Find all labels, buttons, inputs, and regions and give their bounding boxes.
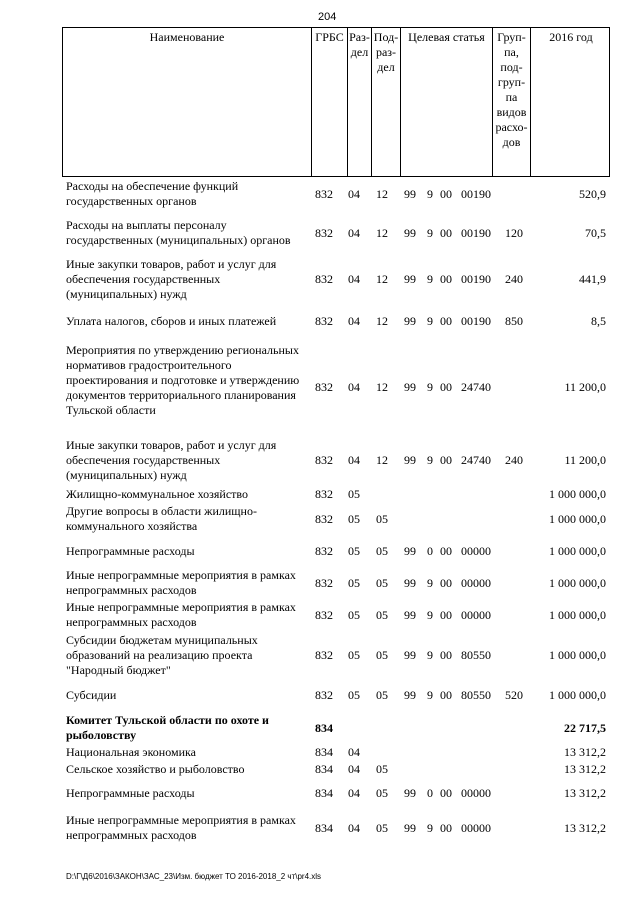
row-amount: 22 717,5 xyxy=(564,721,606,735)
row-podrazdel: 12 xyxy=(376,453,388,467)
row-expense-group: 520 xyxy=(505,688,523,702)
row-amount: 441,9 xyxy=(579,272,606,286)
row-podrazdel: 05 xyxy=(376,576,388,590)
header-podrazdel-line: дел xyxy=(377,60,395,74)
row-target-program: 99 xyxy=(404,821,416,835)
row-name: Иные непрограммные мероприятия в рамках непрограммных расходов xyxy=(66,568,296,597)
row-amount: 13 312,2 xyxy=(564,762,606,776)
row-target-program: 99 xyxy=(404,786,416,800)
row-razdel: 04 xyxy=(348,745,360,759)
row-podrazdel: 12 xyxy=(376,272,388,286)
row-target-direction: 00 xyxy=(440,786,452,800)
header-razdel-line: дел xyxy=(350,45,369,59)
row-razdel: 04 xyxy=(348,187,360,201)
row-grbs: 832 xyxy=(315,648,333,662)
row-target-code: 80550 xyxy=(461,688,491,702)
row-razdel: 04 xyxy=(348,380,360,394)
row-name: Расходы на обеспечение функций государственных органов xyxy=(66,179,239,208)
row-grbs: 834 xyxy=(315,762,333,776)
row-razdel: 05 xyxy=(348,688,360,702)
page-number: 204 xyxy=(318,11,337,23)
row-grbs: 834 xyxy=(315,821,333,835)
row-razdel: 05 xyxy=(348,608,360,622)
row-target-direction: 00 xyxy=(440,821,452,835)
row-target-direction: 00 xyxy=(440,380,452,394)
row-target-subprogram: 9 xyxy=(427,821,433,835)
row-target-code: 00000 xyxy=(461,786,491,800)
row-target-subprogram: 9 xyxy=(427,688,433,702)
row-podrazdel: 12 xyxy=(376,226,388,240)
row-target-subprogram: 0 xyxy=(427,544,433,558)
row-name: Иные непрограммные мероприятия в рамках непрограммных расходов xyxy=(66,600,296,629)
row-amount: 1 000 000,0 xyxy=(549,544,606,558)
row-razdel: 04 xyxy=(348,821,360,835)
row-amount: 520,9 xyxy=(579,187,606,201)
row-expense-group: 240 xyxy=(505,272,523,286)
header-target: Целевая статья xyxy=(401,28,493,176)
row-target-direction: 00 xyxy=(440,576,452,590)
row-target-direction: 00 xyxy=(440,608,452,622)
row-amount: 1 000 000,0 xyxy=(549,688,606,702)
row-razdel: 05 xyxy=(348,544,360,558)
header-group-line: расхо- xyxy=(495,120,528,134)
row-target-subprogram: 9 xyxy=(427,608,433,622)
row-target-subprogram: 9 xyxy=(427,187,433,201)
row-razdel: 04 xyxy=(348,314,360,328)
row-name: Другие вопросы в области жилищно-коммунального хозяйства xyxy=(66,504,257,533)
row-target-program: 99 xyxy=(404,688,416,702)
row-grbs: 832 xyxy=(315,380,333,394)
row-target-code: 00190 xyxy=(461,314,491,328)
row-grbs: 834 xyxy=(315,721,333,735)
row-amount: 8,5 xyxy=(591,314,606,328)
header-year: 2016 год xyxy=(549,30,593,44)
row-amount: 11 200,0 xyxy=(564,380,606,394)
row-name: Иные закупки товаров, работ и услуг для обеспечения государственных (муниципальных) нужд xyxy=(66,257,277,301)
row-amount: 13 312,2 xyxy=(564,745,606,759)
row-grbs: 832 xyxy=(315,272,333,286)
row-grbs: 832 xyxy=(315,314,333,328)
row-target-subprogram: 9 xyxy=(427,314,433,328)
row-amount: 70,5 xyxy=(585,226,606,240)
row-name: Иные непрограммные мероприятия в рамках непрограммных расходов xyxy=(66,813,296,842)
row-name: Комитет Тульской области по охоте и рыболовству xyxy=(66,713,269,742)
row-expense-group: 240 xyxy=(505,453,523,467)
row-target-code: 80550 xyxy=(461,648,491,662)
row-target-program: 99 xyxy=(404,453,416,467)
file-path-footer: D:\Г\Д6\2016\ЗАКОН\ЗАС_23\Изм. бюджет ТО 2016-2018_2 чт\pr4.xls xyxy=(66,872,322,881)
row-target-subprogram: 9 xyxy=(427,453,433,467)
row-target-code: 00000 xyxy=(461,608,491,622)
row-amount: 1 000 000,0 xyxy=(549,608,606,622)
header-group-line: видов xyxy=(496,105,527,119)
row-name: Непрограммные расходы xyxy=(66,786,195,800)
row-razdel: 05 xyxy=(348,512,360,526)
row-razdel: 04 xyxy=(348,786,360,800)
row-amount: 1 000 000,0 xyxy=(549,512,606,526)
row-razdel: 04 xyxy=(348,453,360,467)
header-group-line: па, xyxy=(504,45,519,59)
row-name: Субсидии бюджетам муниципальных образований на реализацию проекта "Народный бюджет" xyxy=(66,633,258,677)
row-name: Непрограммные расходы xyxy=(66,544,195,558)
row-name: Мероприятия по утверждению региональных нормативов градостроительного проектирования и подготовке и утверждению документов территориального планирования Тульской области xyxy=(66,343,300,417)
row-target-program: 99 xyxy=(404,187,416,201)
row-razdel: 04 xyxy=(348,226,360,240)
row-target-program: 99 xyxy=(404,314,416,328)
row-target-program: 99 xyxy=(404,272,416,286)
header-podrazdel-line: Под- xyxy=(373,30,399,44)
row-target-subprogram: 9 xyxy=(427,272,433,286)
row-grbs: 834 xyxy=(315,745,333,759)
row-name: Сельское хозяйство и рыболовство xyxy=(66,762,245,776)
row-razdel: 04 xyxy=(348,272,360,286)
header-podrazdel-line: раз- xyxy=(375,45,397,59)
row-grbs: 834 xyxy=(315,786,333,800)
header-group-line: дов xyxy=(502,135,521,149)
row-amount: 13 312,2 xyxy=(564,786,606,800)
row-grbs: 832 xyxy=(315,608,333,622)
row-amount: 11 200,0 xyxy=(564,453,606,467)
row-podrazdel: 12 xyxy=(376,380,388,394)
row-podrazdel: 05 xyxy=(376,762,388,776)
row-target-direction: 00 xyxy=(440,226,452,240)
row-target-code: 00000 xyxy=(461,821,491,835)
row-target-direction: 00 xyxy=(440,187,452,201)
header-group-line: па xyxy=(505,90,518,104)
row-target-direction: 00 xyxy=(440,272,452,286)
row-target-program: 99 xyxy=(404,380,416,394)
row-target-code: 24740 xyxy=(461,380,491,394)
row-grbs: 832 xyxy=(315,512,333,526)
row-name: Жилищно-коммунальное хозяйство xyxy=(66,487,249,501)
row-podrazdel: 05 xyxy=(376,821,388,835)
row-podrazdel: 05 xyxy=(376,544,388,558)
row-target-program: 99 xyxy=(404,608,416,622)
row-grbs: 832 xyxy=(315,453,333,467)
row-grbs: 832 xyxy=(315,688,333,702)
row-target-code: 00190 xyxy=(461,272,491,286)
row-target-program: 99 xyxy=(404,544,416,558)
row-podrazdel: 05 xyxy=(376,608,388,622)
row-target-code: 24740 xyxy=(461,453,491,467)
row-podrazdel: 05 xyxy=(376,786,388,800)
row-target-program: 99 xyxy=(404,576,416,590)
row-razdel: 05 xyxy=(348,576,360,590)
row-grbs: 832 xyxy=(315,487,333,501)
header-razdel-line: Раз- xyxy=(349,30,370,44)
row-target-program: 99 xyxy=(404,226,416,240)
row-podrazdel: 12 xyxy=(376,314,388,328)
row-expense-group: 850 xyxy=(505,314,523,328)
row-target-direction: 00 xyxy=(440,544,452,558)
row-amount: 1 000 000,0 xyxy=(549,648,606,662)
header-group-line: Груп- xyxy=(497,30,526,44)
row-target-code: 00000 xyxy=(461,576,491,590)
header-group-line: груп- xyxy=(497,75,526,89)
row-target-code: 00190 xyxy=(461,226,491,240)
row-podrazdel: 05 xyxy=(376,688,388,702)
header-grbs: ГРБС xyxy=(312,28,348,176)
row-target-subprogram: 9 xyxy=(427,648,433,662)
row-target-subprogram: 9 xyxy=(427,380,433,394)
row-amount: 1 000 000,0 xyxy=(549,576,606,590)
row-name: Национальная экономика xyxy=(66,745,196,759)
row-grbs: 832 xyxy=(315,544,333,558)
row-target-subprogram: 9 xyxy=(427,226,433,240)
row-target-direction: 00 xyxy=(440,453,452,467)
row-name: Расходы на выплаты персоналу государственных (муниципальных) органов xyxy=(66,218,291,247)
row-podrazdel: 12 xyxy=(376,187,388,201)
row-target-subprogram: 9 xyxy=(427,576,433,590)
row-razdel: 05 xyxy=(348,648,360,662)
row-podrazdel: 05 xyxy=(376,648,388,662)
row-podrazdel: 05 xyxy=(376,512,388,526)
row-target-direction: 00 xyxy=(440,688,452,702)
row-razdel: 04 xyxy=(348,762,360,776)
row-target-program: 99 xyxy=(404,648,416,662)
row-expense-group: 120 xyxy=(505,226,523,240)
row-grbs: 832 xyxy=(315,187,333,201)
row-target-code: 00190 xyxy=(461,187,491,201)
row-grbs: 832 xyxy=(315,226,333,240)
row-name: Иные закупки товаров, работ и услуг для обеспечения государственных (муниципальных) нужд xyxy=(66,438,277,482)
row-target-code: 00000 xyxy=(461,544,491,558)
row-target-direction: 00 xyxy=(440,314,452,328)
header-name: Наименование xyxy=(63,28,312,176)
row-amount: 13 312,2 xyxy=(564,821,606,835)
header-group-line: под- xyxy=(500,60,523,74)
row-amount: 1 000 000,0 xyxy=(549,487,606,501)
row-target-subprogram: 0 xyxy=(427,786,433,800)
row-target-direction: 00 xyxy=(440,648,452,662)
row-razdel: 05 xyxy=(348,487,360,501)
row-grbs: 832 xyxy=(315,576,333,590)
row-name: Уплата налогов, сборов и иных платежей xyxy=(66,314,277,328)
row-name: Субсидии xyxy=(66,688,117,702)
